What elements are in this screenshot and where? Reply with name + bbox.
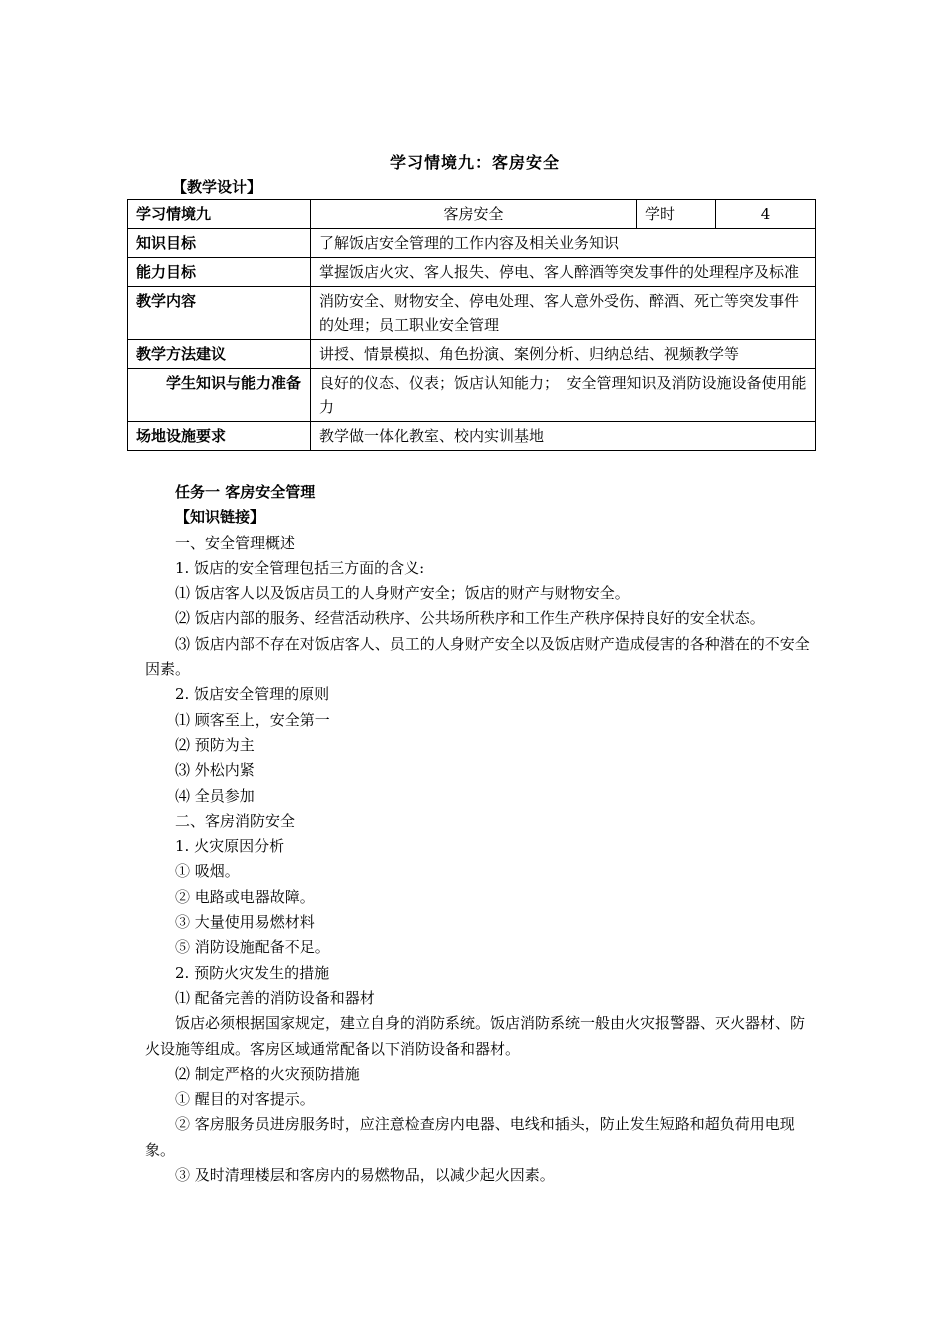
row-label: 能力目标 — [128, 258, 311, 287]
list-item: ⑶ 外松内紧 — [175, 761, 255, 780]
hours-value: 4 — [716, 200, 816, 229]
list-item: ① 醒目的对客提示。 — [175, 1090, 315, 1109]
row-label: 知识目标 — [128, 229, 311, 258]
list-item: ⑷ 全员参加 — [175, 786, 255, 805]
paragraph: 2. 预防火灾发生的措施 — [175, 963, 330, 982]
section-heading: 一、安全管理概述 — [175, 533, 296, 552]
row-value: 掌握饭店火灾、客人报失、停电、客人醉酒等突发事件的处理程序及标准 — [311, 258, 816, 287]
section-heading: 二、客房消防安全 — [175, 811, 296, 830]
row-label: 教学内容 — [128, 287, 311, 340]
document-body — [145, 480, 810, 1188]
paragraph: 1. 火灾原因分析 — [175, 837, 285, 856]
row-label: 学习情境九 — [128, 200, 311, 229]
list-item: ⑴ 顾客至上，安全第一 — [175, 710, 330, 729]
list-item: ① 吸烟。 — [175, 862, 240, 881]
row-label: 学生知识与能力准备 — [128, 369, 311, 422]
list-item: ② 电路或电器故障。 — [175, 887, 315, 906]
knowledge-link-heading: 【知识链接】 — [175, 508, 266, 527]
table-row — [128, 287, 816, 340]
table-row — [128, 229, 816, 258]
row-value: 讲授、情景模拟、角色扮演、案例分析、归纳总结、视频教学等 — [311, 340, 816, 369]
table-row — [128, 200, 816, 229]
paragraph: ⑵ 饭店内部的服务、经营活动秩序、公共场所秩序和工作生产秩序保持良好的安全状态。 — [175, 609, 765, 628]
list-item: ⑤ 消防设施配备不足。 — [175, 938, 330, 957]
row-label: 教学方法建议 — [128, 340, 311, 369]
table-row — [128, 258, 816, 287]
list-item: ⑵ 制定严格的火灾预防措施 — [175, 1064, 360, 1083]
situation-name: 客房安全 — [311, 200, 637, 229]
row-value: 了解饭店安全管理的工作内容及相关业务知识 — [311, 229, 816, 258]
task-title: 任务一 客房安全管理 — [175, 483, 316, 501]
row-value: 消防安全、财物安全、停电处理、客人意外受伤、醉酒、死亡等突发事件的处理；员工职业安全管理 — [311, 287, 816, 340]
paragraph: 2. 饭店安全管理的原则 — [175, 685, 330, 704]
list-item: ② 客房服务员进房服务时，应注意检查房内电器、电线和插头，防止发生短路和超负荷用电现象。 — [145, 1115, 795, 1159]
table-row — [128, 369, 816, 422]
paragraph: 饭店必须根据国家规定，建立自身的消防系统。饭店消防系统一般由火灾报警器、灭火器材、防火设施等组成。客房区域通常配备以下消防设备和器材。 — [145, 1014, 806, 1058]
list-item: ③ 大量使用易燃材料 — [175, 913, 315, 932]
teaching-design-heading: 【教学设计】 — [172, 178, 263, 196]
paragraph: ⑶ 饭店内部不存在对饭店客人、员工的人身财产安全以及饭店财产造成侵害的各种潜在的不安全因素。 — [145, 634, 810, 679]
paragraph: 1. 饭店的安全管理包括三方面的含义: — [175, 558, 425, 577]
list-item: ⑴ 配备完善的消防设备和器材 — [175, 988, 375, 1007]
teaching-design-table — [127, 199, 816, 451]
row-value: 良好的仪态、仪表；饭店认知能力； 安全管理知识及消防设施设备使用能力 — [311, 369, 816, 422]
row-label: 场地设施要求 — [128, 422, 311, 451]
table-row — [128, 340, 816, 369]
hours-label: 学时 — [637, 200, 716, 229]
paragraph: ⑴ 饭店客人以及饭店员工的人身财产安全；饭店的财产与财物安全。 — [175, 584, 630, 603]
list-item: ⑵ 预防为主 — [175, 735, 255, 754]
list-item: ③ 及时清理楼层和客房内的易燃物品，以减少起火因素。 — [175, 1166, 555, 1185]
page-title: 学习情境九：客房安全 — [389, 153, 560, 172]
row-value: 教学做一体化教室、校内实训基地 — [311, 422, 816, 451]
table-row — [128, 422, 816, 451]
